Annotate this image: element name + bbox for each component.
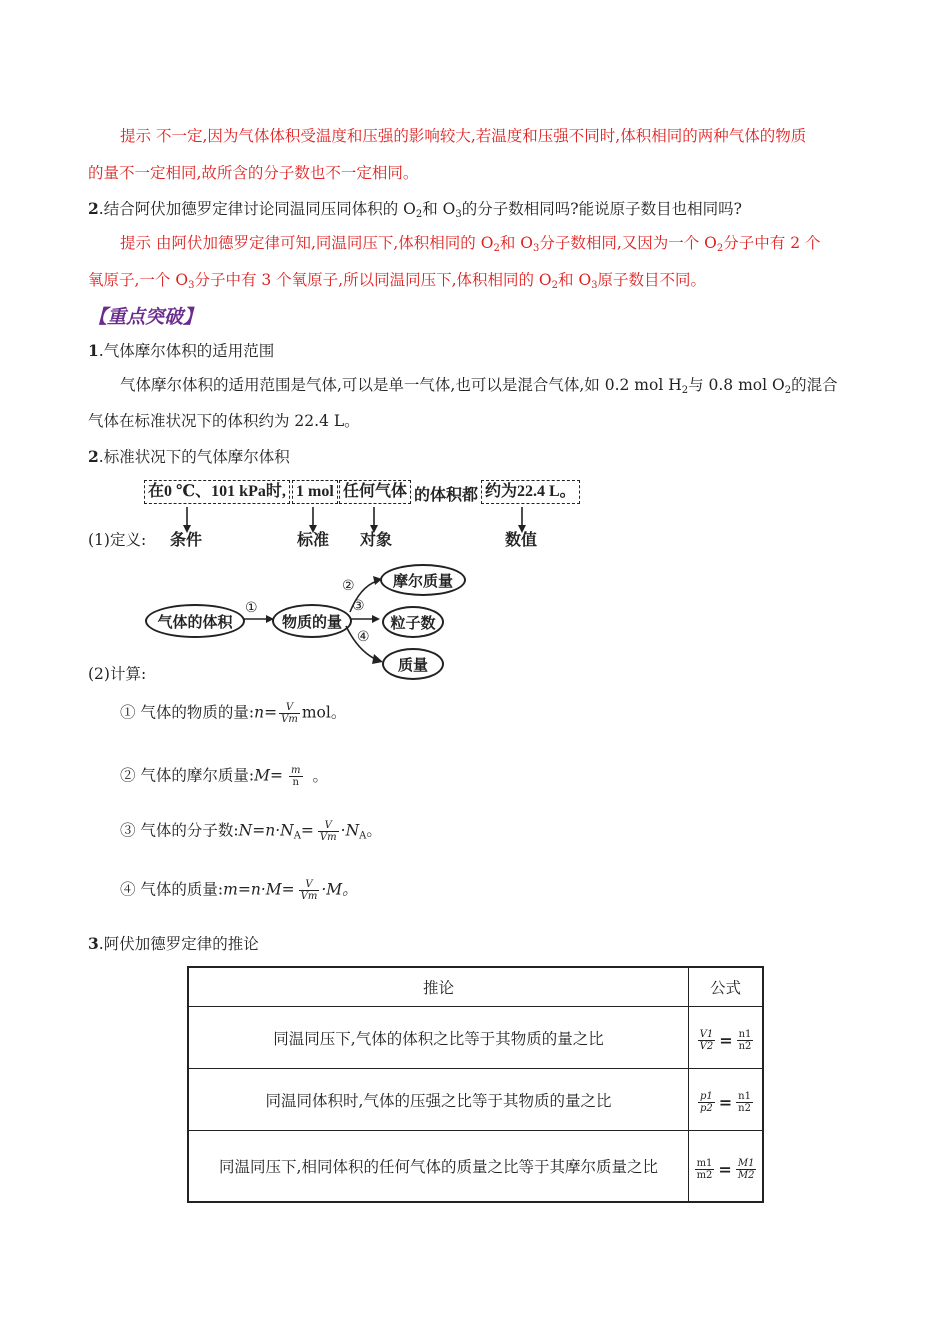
section-title: 【重点突破】 [88, 306, 203, 328]
flow-arrows [240, 565, 390, 675]
s1-body-line1: 气体摩尔体积的适用范围是气体,可以是单一气体,也可以是混合气体,如 0.2 mol $H_2$与 0.8 mol $O_2$的混合 [120, 376, 838, 396]
step-4-marker: ④ [357, 629, 370, 645]
ellipse-mass: 质量 [382, 648, 444, 680]
def-box-value: 约为22.4 L。 [481, 480, 580, 504]
hint2-label: 提示 [120, 234, 152, 252]
def-box-standard: 1 mol [292, 480, 338, 504]
hint1-line1: 提示 不一定,因为气体体积受温度和压强的影响较大,若温度和压强不同时,体积相同的两种气体的物质 [120, 127, 807, 145]
s2-title: 2.标准状况下的气体摩尔体积 [88, 447, 290, 466]
hint1-line2: 的量不一定相同,故所含的分子数也不一定相同。 [88, 164, 419, 182]
question-2: 2.结合阿伏加德罗定律讨论同温同压同体积的 $O_2$和 $O_3$的分子数相同吗?能说原子数目也相同吗? [88, 199, 742, 220]
ellipse-amount-of-substance: 物质的量 [272, 604, 352, 638]
def-label: (1)定义: [88, 531, 147, 549]
label-value: 数值 [505, 532, 538, 549]
calc-molar-mass: ② 气体的摩尔质量:M= $\frac{m}{n}$ 。 [120, 765, 329, 788]
row3-formula: $\frac{m1}{m2}$ = $\frac{M1}{M2}$ [689, 1131, 764, 1203]
ellipse-particle-count: 粒子数 [382, 606, 444, 638]
label-condition: 条件 [170, 532, 203, 549]
label-object: 对象 [360, 532, 393, 549]
step-2-marker: ② [342, 578, 355, 594]
hint2-line2: 氧原子,一个 $O_3$分子中有 3 个氧原子,所以同温同压下,体积相同的 $O_2$和 $O_3$原子数目不同。 [88, 271, 707, 291]
s3-title: 3.阿伏加德罗定律的推论 [88, 934, 259, 953]
table-header-row [188, 967, 763, 1007]
header-inference: 推论 [188, 967, 689, 1007]
table-row [188, 1069, 763, 1131]
step-3-marker: ③ [352, 598, 365, 614]
row1-formula: $\frac{V1}{V2}$ = $\frac{n1}{n2}$ [689, 1007, 764, 1069]
header-formula: 公式 [689, 967, 764, 1007]
row2-text: 同温同体积时,气体的压强之比等于其物质的量之比 [188, 1069, 689, 1131]
s1-body-line2: 气体在标准状况下的体积约为 22.4 L。 [88, 412, 360, 430]
calc-mass: ④ 气体的质量:m=n·M= $\frac{V}{Vm}$ ·M。 [120, 879, 358, 902]
hint2-line1: 提示 由阿伏加德罗定律可知,同温同压下,体积相同的 $O_2$和 $O_3$分子数相同,又因为一个 $O_2$分子中有 2 个 [120, 234, 821, 254]
ellipse-gas-volume: 气体的体积 [145, 604, 245, 638]
row3-text: 同温同压下,相同体积的任何气体的质量之比等于其摩尔质量之比 [188, 1131, 689, 1203]
hint1-label: 提示 [120, 127, 152, 145]
s1-title: 1.气体摩尔体积的适用范围 [88, 341, 275, 360]
row2-formula: $\frac{p1}{p2}$ = $\frac{n1}{n2}$ [689, 1069, 764, 1131]
def-box-condition: 在0 ℃、101 kPa时, [144, 480, 290, 504]
def-middle-text: 的体积都 [414, 487, 479, 504]
calc-label: (2)计算: [88, 665, 147, 683]
row1-text: 同温同压下,气体的体积之比等于其物质的量之比 [188, 1007, 689, 1069]
label-standard: 标准 [297, 532, 330, 549]
calc-particle-count: ③ 气体的分子数$:N=n\cdot N_A=$ $\frac{V}{Vm}$ $\cdot N_A$。 [120, 820, 382, 843]
table-row [188, 1007, 763, 1069]
ellipse-molar-mass: 摩尔质量 [380, 564, 466, 596]
calc-amount: ① 气体的物质的量:n= $\frac{V}{Vm}$ mol。 [120, 702, 347, 725]
inference-table [187, 966, 764, 1203]
step-1-marker: ① [245, 600, 258, 616]
def-box-object: 任何气体 [339, 480, 411, 504]
table-row [188, 1131, 763, 1203]
